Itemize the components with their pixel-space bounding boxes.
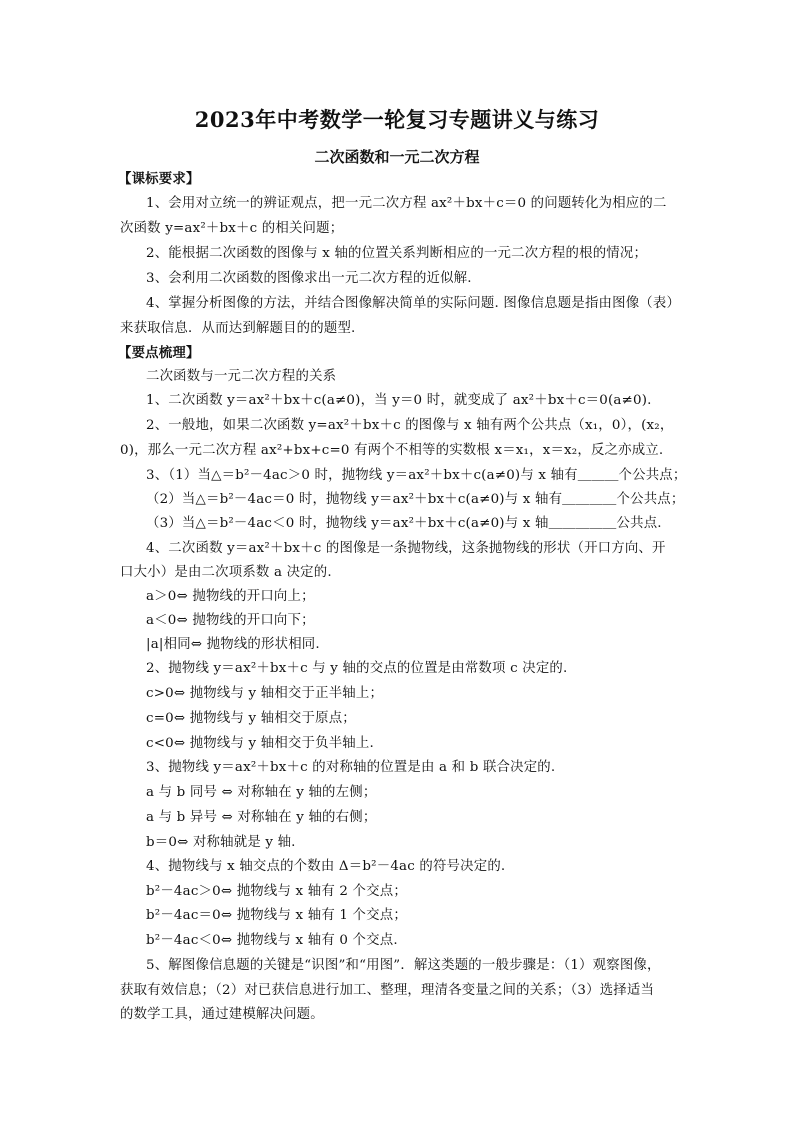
text-line: 1、二次函数 y＝ax²＋bx＋c(a≠0)，当 y＝0 时，就变成了 ax²＋bx＋c＝0(a≠0). [146,393,652,408]
text-line: a＜0⇔ 抛物线的开口向下； [146,613,315,628]
section-heading-key-points: 【要点梳理】 [118,345,200,361]
text-line: b＝0⇔ 对称轴就是 y 轴. [146,835,296,850]
text-line: a 与 b 同号 ⇔ 对称轴在 y 轴的左侧； [146,785,377,800]
text-line: c>0⇔ 抛物线与 y 轴相交于正半轴上； [146,686,384,701]
text-line: 5、解图像信息题的关键是“识图”和“用图”．解这类题的一般步骤是：（1）观察图像， [146,958,661,973]
section-heading-requirements: 【课标要求】 [118,171,200,187]
text-line: 4、抛物线与 x 轴交点的个数由 Δ＝b²－4ac 的符号决定的. [146,859,506,874]
page-title: 2023年中考数学一轮复习专题讲义与练习 [194,107,600,132]
text-line: （2）当△＝b²－4ac＝0 时，抛物线 y＝ax²＋bx＋c(a≠0)与 x 轴有＿＿＿＿个公共点； [146,492,685,507]
text-line: b²－4ac＜0⇔ 抛物线与 x 轴有 0 个交点. [146,933,398,948]
text-line: 口大小）是由二次项系数 a 决定的. [120,565,332,580]
text-line: 1、会用对立统一的辨证观点，把一元二次方程 ax²＋bx＋c＝0 的问题转化为相应的二 [146,196,667,211]
text-line: 3、会利用二次函数的图像求出一元二次方程的近似解. [146,271,472,286]
text-line: 3、抛物线 y＝ax²＋bx＋c 的对称轴的位置是由 a 和 b 联合决定的. [146,760,556,775]
text-line: b²－4ac＝0⇔ 抛物线与 x 轴有 1 个交点； [146,908,407,923]
text-line: 次函数 y=ax²＋bx＋c 的相关问题； [120,221,344,236]
text-line: c=0⇔ 抛物线与 y 轴相交于原点； [146,711,356,726]
text-line: b²－4ac＞0⇔ 抛物线与 x 轴有 2 个交点； [146,884,407,899]
text-line: （3）当△＝b²－4ac＜0 时，抛物线 y＝ax²＋bx＋c(a≠0)与 x 轴＿＿＿＿＿公共点. [146,516,662,531]
text-line: 的数学工具，通过建模解决问题。 [120,1007,324,1022]
page-subtitle: 二次函数和一元二次方程 [314,148,480,166]
text-line: 2、一般地，如果二次函数 y=ax²＋bx＋c 的图像与 x 轴有两个公共点（x₁，0），(x₂， [146,418,674,433]
text-line: 二次函数与一元二次方程的关系 [146,369,337,384]
text-line: |a|相同⇔ 抛物线的形状相同. [146,637,320,652]
text-line: c<0⇔ 抛物线与 y 轴相交于负半轴上. [146,736,374,751]
text-line: 4、二次函数 y＝ax²＋bx＋c 的图像是一条抛物线，这条抛物线的形状（开口方向、开 [146,541,666,556]
text-line: 0)，那么一元二次方程 ax²+bx+c=0 有两个不相等的实数根 x＝x₁，x＝x₂，反之亦成立. [120,443,664,458]
text-line: 3、（1）当△＝b²－4ac＞0 时，抛物线 y＝ax²＋bx＋c(a≠0)与 x 轴有＿＿＿个公共点； [146,468,687,483]
text-line: 4、掌握分析图像的方法，并结合图像解决简单的实际问题. 图像信息题是指由图像（表） [146,296,681,311]
text-line: 获取有效信息；（2）对已获信息进行加工、整理，理清各变量之间的关系；（3）选择适当 [120,983,655,998]
text-line: a＞0⇔ 抛物线的开口向上； [146,589,315,604]
text-line: 来获取信息．从而达到解题目的的题型. [120,321,356,336]
text-line: 2、抛物线 y＝ax²＋bx＋c 与 y 轴的交点的位置是由常数项 c 决定的. [146,661,568,676]
text-line: 2、能根据二次函数的图像与 x 轴的位置关系判断相应的一元二次方程的根的情况； [146,246,648,261]
text-line: a 与 b 异号 ⇔ 对称轴在 y 轴的右侧； [146,810,377,825]
